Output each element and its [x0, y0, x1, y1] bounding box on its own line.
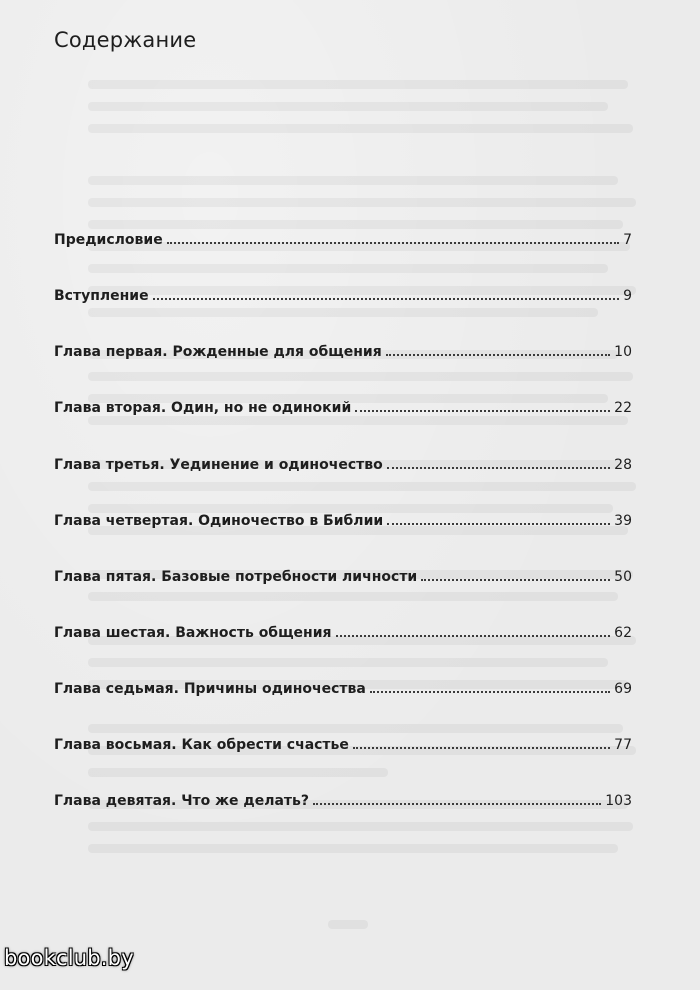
toc-entry — [54, 619, 632, 641]
toc-entry-title: Глава пятая. Базовые потребности личности — [54, 569, 418, 585]
toc-entry — [54, 451, 632, 473]
toc-entry — [54, 731, 632, 753]
toc-entry-title: Глава третья. Уединение и одиночество — [54, 457, 383, 473]
dot-leader — [370, 691, 610, 693]
toc-entry — [54, 226, 632, 248]
toc-entry-title: Глава вторая. Один, но не одинокий — [54, 400, 352, 416]
site-watermark: bookclub.by — [4, 946, 134, 970]
toc-entry-page: 7 — [623, 232, 632, 248]
dot-leader — [313, 803, 601, 805]
dot-leader — [355, 410, 610, 412]
toc-entry-page: 62 — [614, 625, 632, 641]
dot-leader — [167, 242, 619, 244]
toc-entry — [54, 563, 632, 585]
dot-leader — [387, 467, 610, 469]
toc-entry-title: Глава шестая. Важность общения — [54, 625, 332, 641]
toc-entry — [54, 338, 632, 360]
toc-entry-title: Глава первая. Рожденные для общения — [54, 344, 382, 360]
toc-entry-page: 10 — [614, 344, 632, 360]
dot-leader — [353, 747, 610, 749]
dot-leader — [386, 354, 610, 356]
toc-entry — [54, 507, 632, 529]
toc-entry — [54, 675, 632, 697]
toc-entry-title: Глава седьмая. Причины одиночества — [54, 681, 366, 697]
toc-entry-page: 103 — [605, 793, 632, 809]
dot-leader — [153, 298, 619, 300]
toc-entry — [54, 282, 632, 304]
page-title: Содержание — [54, 28, 197, 52]
toc-entry-page: 22 — [614, 400, 632, 416]
toc-entry-page: 69 — [614, 681, 632, 697]
toc-entry — [54, 787, 632, 809]
dot-leader — [387, 523, 610, 525]
toc-entry-page: 39 — [614, 513, 632, 529]
toc-entry-page: 77 — [614, 737, 632, 753]
dot-leader — [421, 579, 610, 581]
toc-entry — [54, 394, 632, 416]
dot-leader — [336, 635, 611, 637]
toc-entry-title: Глава восьмая. Как обрести счастье — [54, 737, 349, 753]
toc-entry-page: 50 — [614, 569, 632, 585]
toc-entry-page: 9 — [623, 288, 632, 304]
toc-entry-page: 28 — [614, 457, 632, 473]
toc-entry-title: Вступление — [54, 288, 149, 304]
toc-entry-title: Глава девятая. Что же делать? — [54, 793, 310, 809]
toc-entry-title: Предисловие — [54, 232, 163, 248]
toc-entry-title: Глава четвертая. Одиночество в Библии — [54, 513, 384, 529]
